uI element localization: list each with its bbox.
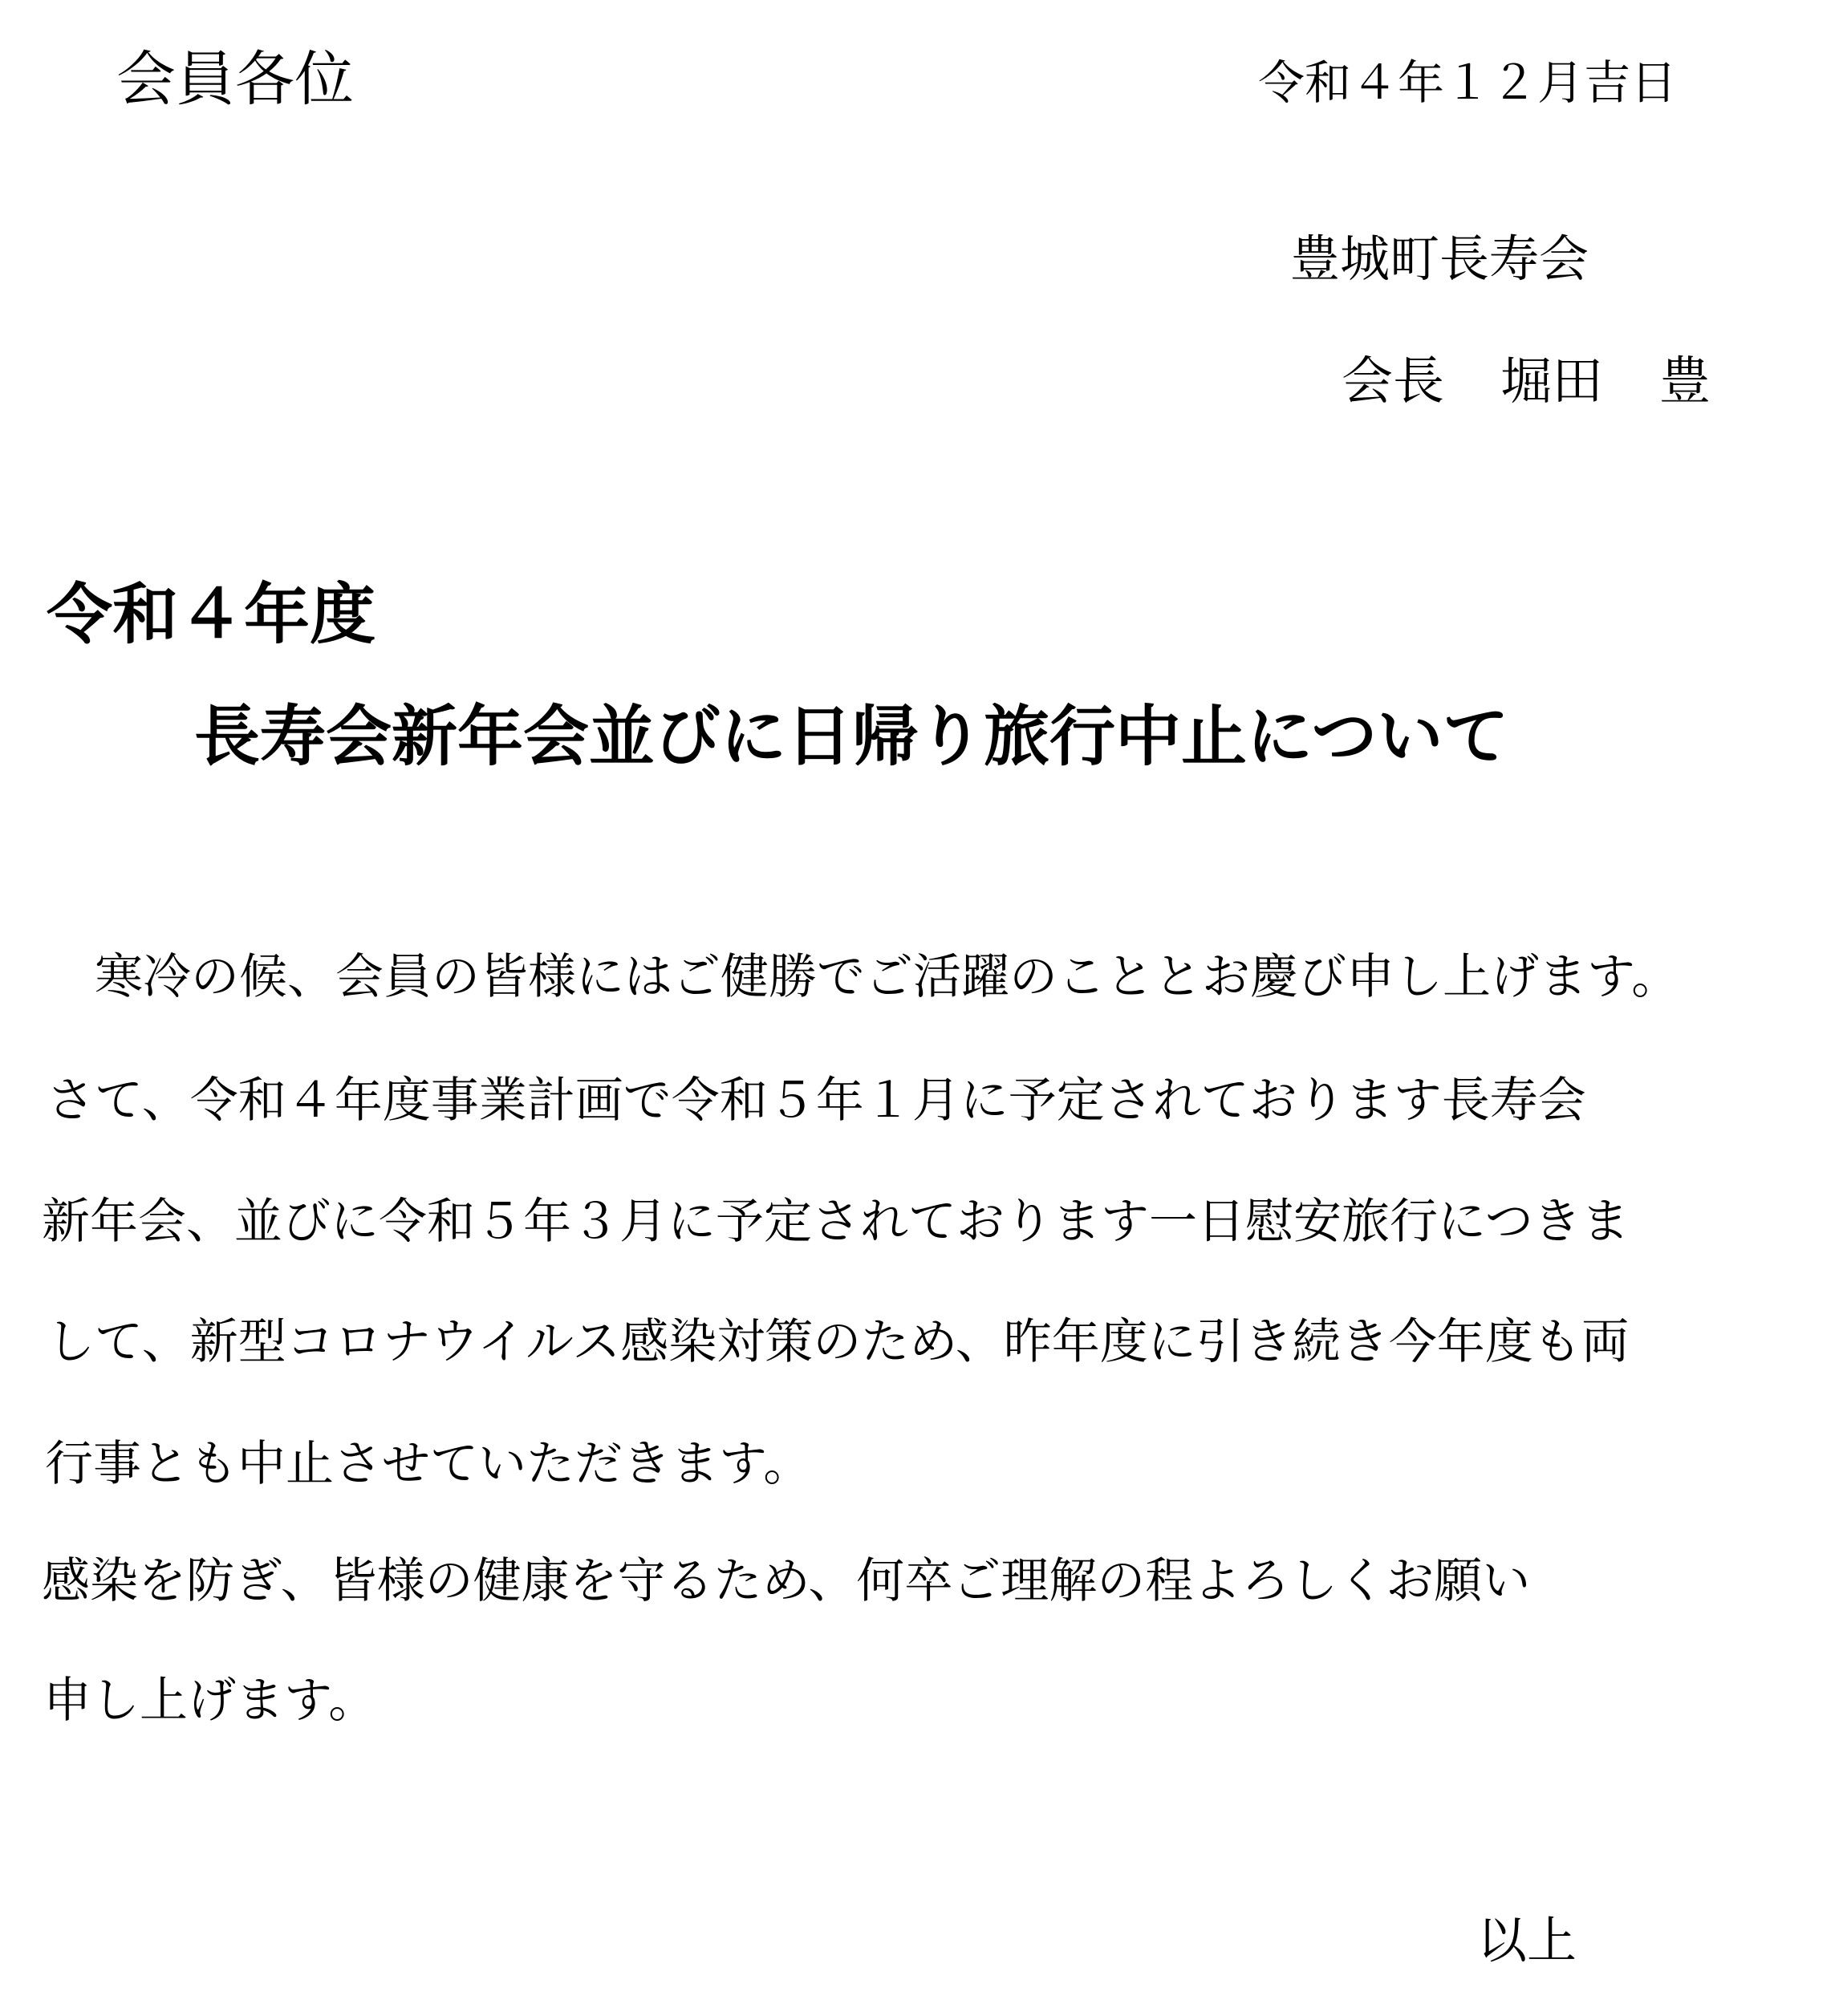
body-line: 感染を防ぎ、皆様の健康を守るため、何卒ご理解の程よろしくお願い [42,1553,1531,1609]
recipient-line: 会員各位 [116,45,354,114]
issue-date: 令和４年１２月吉日 [1258,55,1678,110]
president-title: 会長 [1342,352,1444,412]
body-line: 新年会、並びに令和５年３月に予定されております一日慰安旅行につきま [42,1194,1630,1250]
document-title: 長寿会新年会並びに日帰り旅行中止について [194,699,1509,775]
body-line: 行事とも中止させていただきます。 [45,1436,812,1492]
body-line: 申し上げます。 [43,1673,377,1729]
sender-organization: 豊城町長寿会 [1290,229,1589,288]
president-surname: 堀田 [1500,352,1603,412]
document-title-year: 令和４年度 [47,577,376,653]
president-given-name: 豊 [1659,352,1711,412]
sender-signature-line [1342,352,1711,412]
body-line: して、新型コロナウイルス感染対策のため、昨年度に引き続き今年度も両 [47,1314,1630,1370]
body-line: さて、令和４年度事業計画で令和５年１月に予定されております長寿会 [47,1073,1586,1129]
body-line: 寒冷の候、会員の皆様にはご健勝でご活躍のこととお慶び申し上げます。 [95,949,1680,1005]
closing-mark: 以上 [1477,1911,1577,1969]
